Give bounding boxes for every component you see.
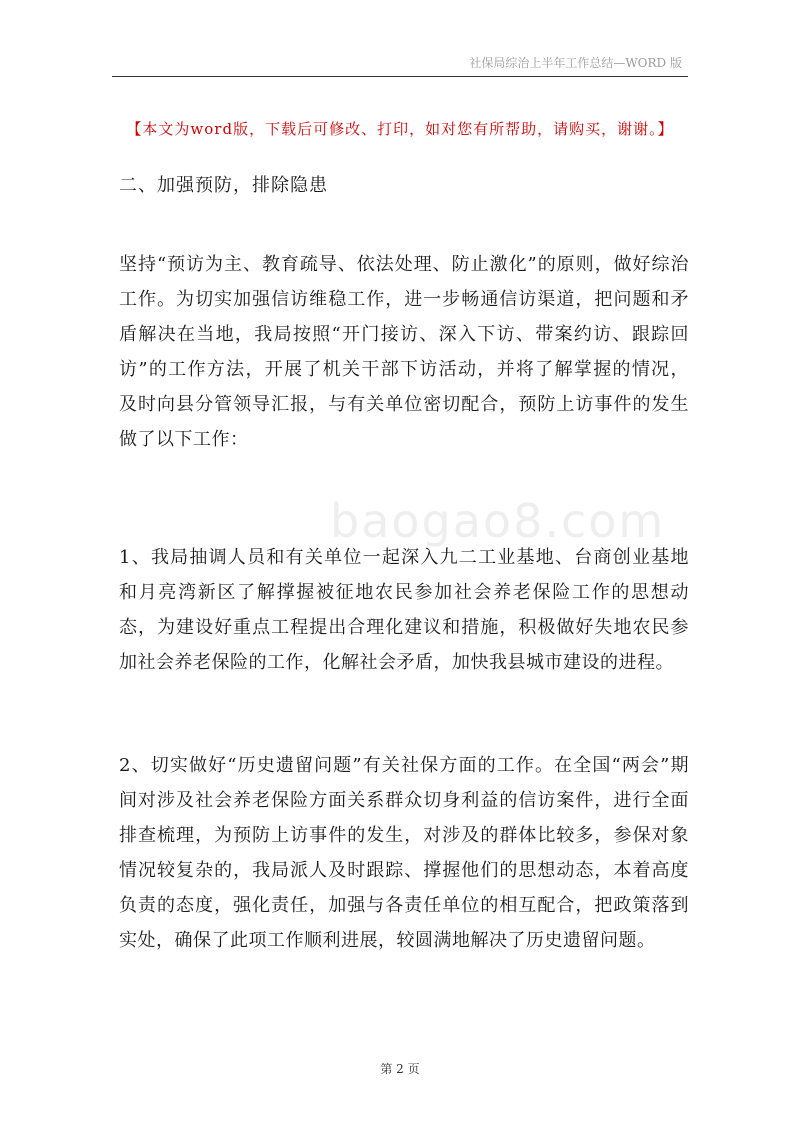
paragraph-line: 和月亮湾新区了解撑握被征地农民参加社会养老保险工作的思想动 [119, 582, 689, 603]
paragraph-line: 2、切实做好“历史遗留问题”有关社保方面的工作。在全国“两会”期 [119, 755, 689, 776]
paragraph-line: 盾解决在当地，我局按照“开门接访、深入下访、带案约访、跟踪回 [119, 324, 689, 345]
paragraph-line: 负责的态度，强化责任，加强与各责任单位的相互配合，把政策落到 [119, 895, 689, 916]
paragraph-line: 1、我局抽调人员和有关单位一起深入九二工业基地、台商创业基地 [119, 547, 689, 568]
paragraph-line: 访”的工作方法，开展了机关干部下访活动，并将了解掌握的情况， [119, 359, 689, 380]
purchase-notice: 【本文为word版，下载后可修改、打印，如对您有所帮助，请购买，谢谢。】 [126, 120, 674, 138]
paragraph-line: 坚持“预访为主、教育疏导、依法处理、防止激化”的原则，做好综治 [119, 254, 689, 275]
paragraph-line: 实处，确保了此项工作顺利进展，较圆满地解决了历史遗留问题。 [119, 930, 656, 951]
section-heading: 二、加强预防，排除隐患 [119, 175, 328, 196]
paragraph-line: 排查梳理，为预防上访事件的发生，对涉及的群体比较多，参保对象 [119, 825, 689, 846]
paragraph-line: 及时向县分管领导汇报，与有关单位密切配合，预防上访事件的发生 [119, 394, 689, 415]
page-number: 第 2 页 [380, 1062, 420, 1076]
paragraph-line: 做了以下工作： [119, 429, 249, 450]
paragraph-line: 加社会养老保险的工作，化解社会矛盾，加快我县城市建设的进程。 [119, 652, 674, 673]
paragraph-line: 情况较复杂的，我局派人及时跟踪、撑握他们的思想动态，本着高度 [119, 860, 689, 881]
watermark: baogao8.com [330, 494, 666, 548]
paragraph-item-1 [119, 540, 689, 680]
header-title: 社保局综治上半年工作总结—WORD 版 [469, 56, 682, 70]
paragraph-line: 间对涉及社会养老保险方面关系群众切身利益的信访案件，进行全面 [119, 790, 689, 811]
page-header [112, 50, 688, 77]
paragraph-intro [119, 247, 689, 457]
paragraph-item-2 [119, 748, 689, 958]
paragraph-line: 工作。为切实加强信访维稳工作，进一步畅通信访渠道，把问题和矛 [119, 289, 689, 310]
paragraph-line: 态，为建设好重点工程提出合理化建议和措施，积极做好失地农民参 [119, 617, 689, 638]
